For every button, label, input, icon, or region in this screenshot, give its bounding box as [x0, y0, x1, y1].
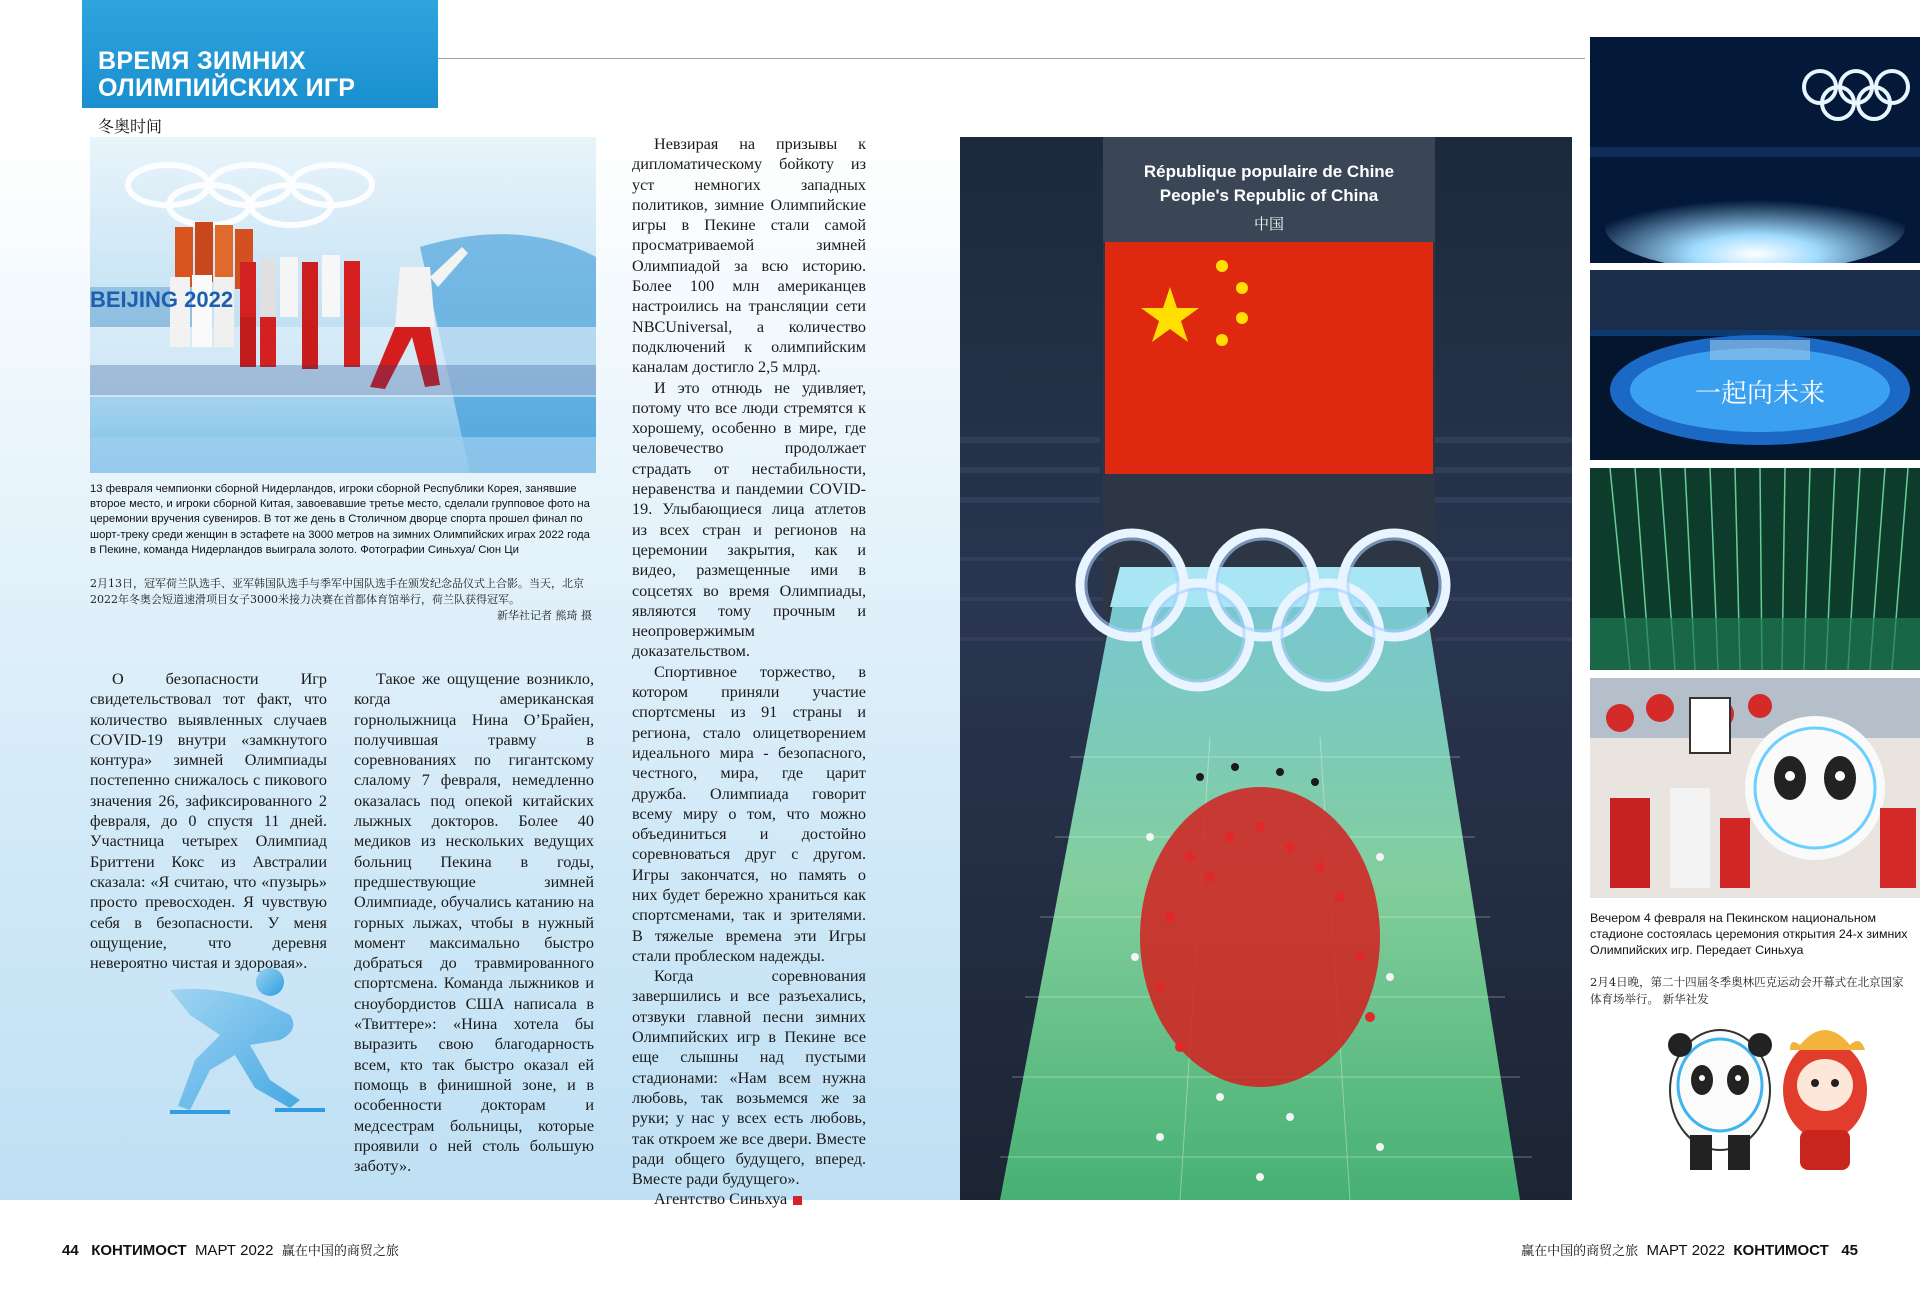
section-title [98, 48, 428, 102]
header-rule [438, 58, 1585, 59]
section-title-line1: ВРЕМЯ ЗИМНИХ [98, 47, 306, 75]
sign-text-en: People's Republic of China [1159, 186, 1379, 205]
mascot-parade-photo [1590, 678, 1920, 898]
article-column-1 [90, 669, 327, 973]
opening-ceremony-photo [960, 137, 1572, 1200]
light-sticks-performance-photo [1590, 468, 1920, 670]
footer-right-magazine: КОНТИМОСТ [1733, 1242, 1829, 1259]
photo1-caption-zh-text: 2月13日，冠军荷兰队选手、亚军韩国队选手与季军中国队选手在颁发纪念品仪式上合影。当天，北京2022年冬奥会短道速滑项目女子3000米接力决赛在首都体育馆举行，荷兰队获得冠军。 [90, 577, 584, 606]
footer-left-magazine: КОНТИМОСТ [91, 1242, 187, 1259]
photo1-caption-zh [90, 576, 592, 624]
article-col3-paragraph-3: Спортивное торжество, в котором приняли участие спортсмены из 91 страны и региона, стало олицетворением идеального мира - безопасного, честного, мира, где царит дружба. Олимпиада говорит всему миру о том, что можно объединиться и достойно соревноваться друг с другом. Игры закончатся, но память о них будет бережно храниться как спортсменами, так и зрителями. В тяжелые времена эти Игры стали проблеском надежды. [632, 662, 866, 965]
article-col3-paragraph-1: Невзирая на призывы к дипломатическому бойкоту из уст немногих западных политиков, зимние Олимпийские игры в Пекине стали самой просматриваемой зимней Олимпиадой за всю историю. Более 100 млн американцев настроились на трансляции сети NBCUniversal, а количество подключений к олимпийским каналам достигло 2,5 млрд. [632, 135, 866, 377]
china-flag [1105, 242, 1433, 474]
footer-right-issue: МАРТ 2022 [1646, 1242, 1726, 1259]
speed-skater-silhouette [150, 960, 330, 1120]
article-col1-paragraph: О безопасности Игр свидетельствовал тот факт, что количество выявленных случаев COVID-19 внутри «замкнутого контура» зимней Олимпиады постепенно снижалось с пикового значения 26, зафиксированного 2 февраля, до 0 спустя 11 дней. Участница четырех Олимпиад Бриттени Кокс из Австралии сказала: «Я считаю, что «пузырь» просто превосходен. Я чувствую себя в безопасности. У меня ощущение, что деревня невероятно чистая и здоровая». [90, 670, 327, 973]
footer-right-slogan-zh: 赢在中国的商贸之旅 [1521, 1244, 1639, 1259]
article-column-2 [354, 669, 594, 1176]
footer-right [1521, 1240, 1858, 1259]
footer-right-page-number: 45 [1841, 1242, 1858, 1259]
opening-ceremony-rings-photo [1590, 37, 1920, 263]
article-col3-paragraph-2: И это отнюдь не удивляет, потому что все люди стремятся к хорошему, особенно в мире, где человечество продолжает страдать от нестабильности, неравенства и пандемии COVID-19. Улыбающиеся лица атлетов из всех стран и регионов на церемонии закрытия, как и видео, размещенные ими в соцсетях во время Олимпиады, являются тому прочным и неопровержимым доказательством. [632, 378, 866, 661]
article-column-3 [632, 134, 866, 1210]
article-col2-paragraph: Такое же ощущение возникло, когда американская горнолыжница Нина О’Брайен, получившая травму в соревнованиях по гигантскому слалому 7 февраля, немедленно оказалась под опекой китайских лыжных докторов. Более 40 медиков из нескольких ведущих больниц Пекина в годы, предшествующие зимней Олимпиаде, обучались катанию на горных лыжах, чтобы в нужный момент максимально быстро добраться до травмированного спортсмена. Команда лыжников и сноубордистов США написала в «Твиттере»: «Нина хотела бы выразить свою благодарность всем, кто так быстро оказал ей помощь в финишной зоне, и в особенности докторам и медсестрам больницы, которые проявили о ней столь большую заботу». [354, 670, 594, 1176]
footer-left-page-number: 44 [62, 1242, 79, 1259]
footer-left [62, 1240, 399, 1259]
photo1-signage-text: BEIJING 2022 [90, 287, 234, 312]
article-author: Агентство Синьхуа [654, 1190, 788, 1209]
footer-left-slogan-zh: 赢在中国的商贸之旅 [281, 1244, 399, 1259]
right-photos-caption-ru: Вечером 4 февраля на Пекинском национальном стадионе состоялась церемония открытия 24-х зимних Олимпийских игр. Передает Синьхуа [1590, 911, 1908, 957]
section-title-line2: ОЛИМПИЙСКИХ ИГР [98, 74, 356, 102]
ice-floor-text: 一起向未来 [1694, 379, 1826, 409]
ice-floor-projection-photo [1590, 270, 1920, 460]
medal-ceremony-photo [90, 137, 596, 473]
end-mark [793, 1196, 802, 1205]
footer-left-issue: МАРТ 2022 [194, 1242, 274, 1259]
sign-text-zh: 中国 [1253, 215, 1285, 233]
section-subtitle-zh: 冬奥时间 [98, 117, 163, 136]
photo1-caption-zh-credit: 新华社记者 熊琦 摄 [497, 609, 592, 622]
olympic-mascots-illustration [1650, 1005, 1900, 1180]
photo1-caption-ru: 13 февраля чемпионки сборной Нидерландов, игроки сборной Республики Корея, занявшие второе место, и игроки сборной Китая, завоевавшие третье место, сделали групповое фото на церемонии вручения сувениров. В тот же день в Столичном дворце спорта прошел финал по шорт-треку среди женщин в эстафете на 3000 метров на зимних Олимпийских играх 2022 года в Пекине, команда Нидерландов выиграла золото. Фотографии Синьхуа/ Сюн Ци [90, 483, 590, 556]
article-author-line [632, 1189, 866, 1209]
article-col3-paragraph-4: Когда соревнования завершились и все разъехались, отзвуки главной песни зимних Олимпийских игр в Пекине все еще слышны над пустыми стадионами: «Нам всем нужна любовь, так возьмемся же за руки; у нас у всех есть любовь, так откроем же все двери. Вместе ради общего будущего, вперед. Вместе ради будущего». [632, 967, 866, 1189]
right-photos-caption-zh: 2月4日晚，第二十四届冬季奥林匹克运动会开幕式在北京国家体育场举行。 新华社发 [1590, 975, 1904, 1006]
sign-text-fr: République populaire de Chine [1143, 162, 1395, 181]
